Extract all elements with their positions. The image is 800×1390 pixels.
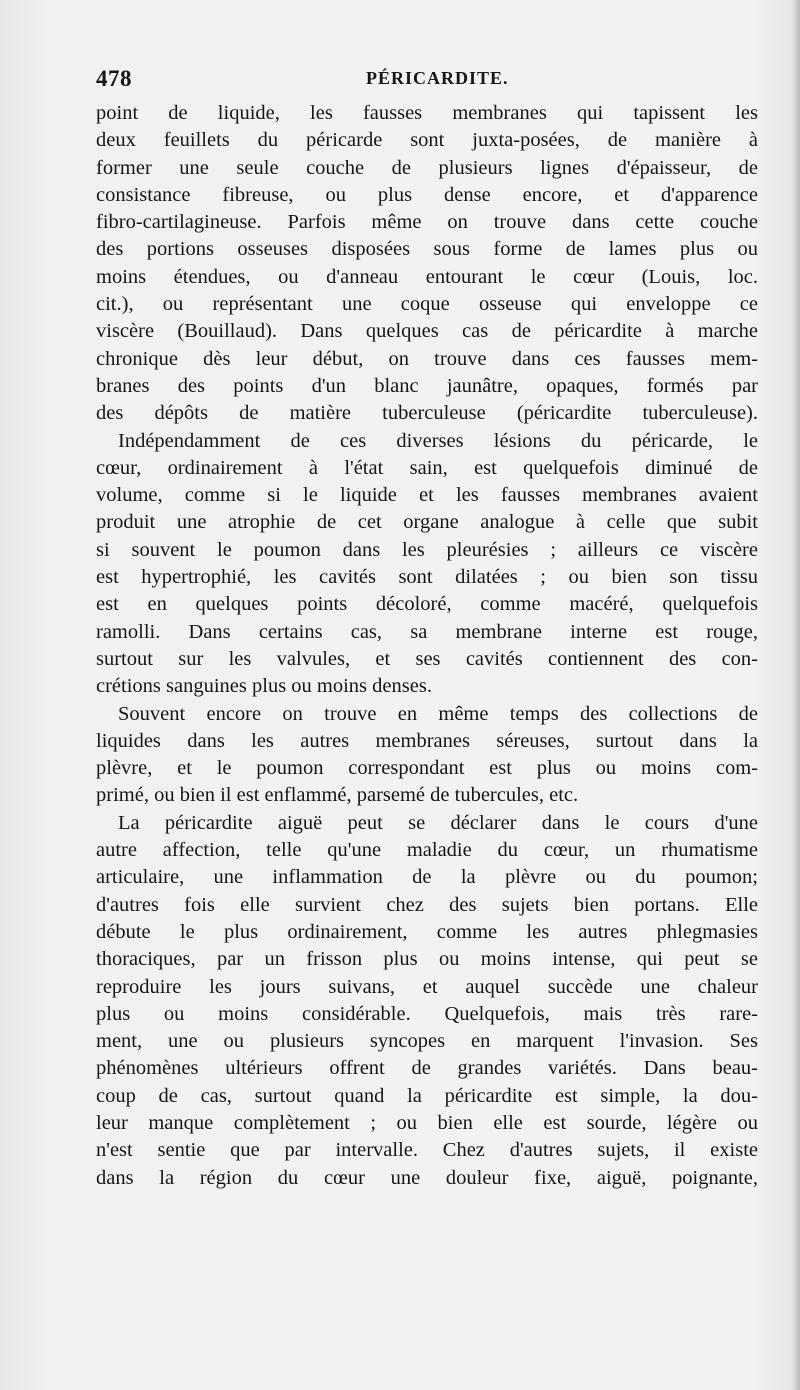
text-line: des portions osseuses disposées sous forme de lames plus ou <box>96 238 758 261</box>
text-line: des dépôts de matière tuberculeuse (péricardite tuberculeuse). <box>96 402 758 425</box>
paragraph <box>96 810 758 1192</box>
running-head <box>96 66 756 96</box>
text-line: chronique dès leur début, on trouve dans ces fausses mem- <box>96 347 758 370</box>
text-line: débute le plus ordinairement, comme les autres phlegmasies <box>96 920 758 943</box>
text-line: coup de cas, surtout quand la péricardite est simple, la dou- <box>96 1084 758 1107</box>
text-line: former une seule couche de plusieurs lignes d'épaisseur, de <box>96 156 758 179</box>
text-line: point de liquide, les fausses membranes qui tapissent les <box>96 102 758 124</box>
text-line: deux feuillets du péricarde sont juxta-posées, de manière à <box>96 129 758 152</box>
paragraph <box>96 701 758 810</box>
text-line: dans la région du cœur une douleur fixe, aiguë, poignante, <box>96 1166 758 1189</box>
text-line: produit une atrophie de cet organe analogue à celle que subit <box>96 511 758 534</box>
page-number: 478 <box>96 66 132 91</box>
text-line: n'est sentie que par intervalle. Chez d'autres sujets, il existe <box>96 1139 758 1162</box>
text-line: primé, ou bien il est enflammé, parsemé de tubercules, etc. <box>96 784 579 807</box>
text-line: thoraciques, par un frisson plus ou moins intense, qui peut se <box>96 948 758 971</box>
text-line: plus ou moins considérable. Quelquefois, mais très rare- <box>96 1002 758 1025</box>
text-line: volume, comme si le liquide et les fausses membranes avaient <box>96 484 758 507</box>
text-line: viscère (Bouillaud). Dans quelques cas de péricardite à marche <box>96 320 758 343</box>
text-line: reproduire les jours suivans, et auquel succède une chaleur <box>96 975 758 998</box>
text-line: Souvent encore on trouve en même temps des collections de <box>118 702 758 725</box>
text-line: consistance fibreuse, ou plus dense encore, et d'apparence <box>96 183 758 206</box>
paragraph <box>96 100 758 428</box>
text-line: branes des points d'un blanc jaunâtre, opaques, formés par <box>96 374 758 397</box>
text-line: fibro-cartilagineuse. Parfois même on trouve dans cette couche <box>96 211 758 234</box>
text-line: leur manque complètement ; ou bien elle est sourde, légère ou <box>96 1111 758 1134</box>
running-title: PÉRICARDITE. <box>366 68 509 88</box>
text-line: crétions sanguines plus ou moins denses. <box>96 675 432 698</box>
text-line: cit.), ou représentant une coque osseuse qui enveloppe ce <box>96 293 758 316</box>
text-line: articulaire, une inflammation de la plèvre ou du poumon; <box>96 866 758 889</box>
text-line: La péricardite aiguë peut se déclarer dans le cours d'une <box>118 811 758 834</box>
text-line: phénomènes ultérieurs offrent de grandes variétés. Dans beau- <box>96 1057 758 1080</box>
text-line: Indépendamment de ces diverses lésions du péricarde, le <box>118 429 758 452</box>
body-text <box>96 100 758 1192</box>
text-line: cœur, ordinairement à l'état sain, est quelquefois diminué de <box>96 456 758 479</box>
text-line: autre affection, telle qu'une maladie du cœur, un rhumatisme <box>96 839 758 862</box>
text-line: liquides dans les autres membranes séreuses, surtout dans la <box>96 729 758 752</box>
text-line: ramolli. Dans certains cas, sa membrane interne est rouge, <box>96 620 758 643</box>
paragraph <box>96 428 758 701</box>
text-line: moins étendues, ou d'anneau entourant le cœur (Louis, loc. <box>96 265 758 288</box>
text-line: si souvent le poumon dans les pleurésies ; ailleurs ce viscère <box>96 538 758 561</box>
text-line: surtout sur les valvules, et ses cavités contiennent des con- <box>96 647 758 670</box>
text-line: d'autres fois elle survient chez des sujets bien portans. Elle <box>96 893 758 916</box>
text-line: est en quelques points décoloré, comme macéré, quelquefois <box>96 593 758 616</box>
page-edge-shadow <box>792 0 800 1390</box>
text-line: plèvre, et le poumon correspondant est plus ou moins com- <box>96 757 758 780</box>
text-line: est hypertrophié, les cavités sont dilatées ; ou bien son tissu <box>96 566 758 589</box>
text-line: ment, une ou plusieurs syncopes en marquent l'invasion. Ses <box>96 1030 758 1053</box>
